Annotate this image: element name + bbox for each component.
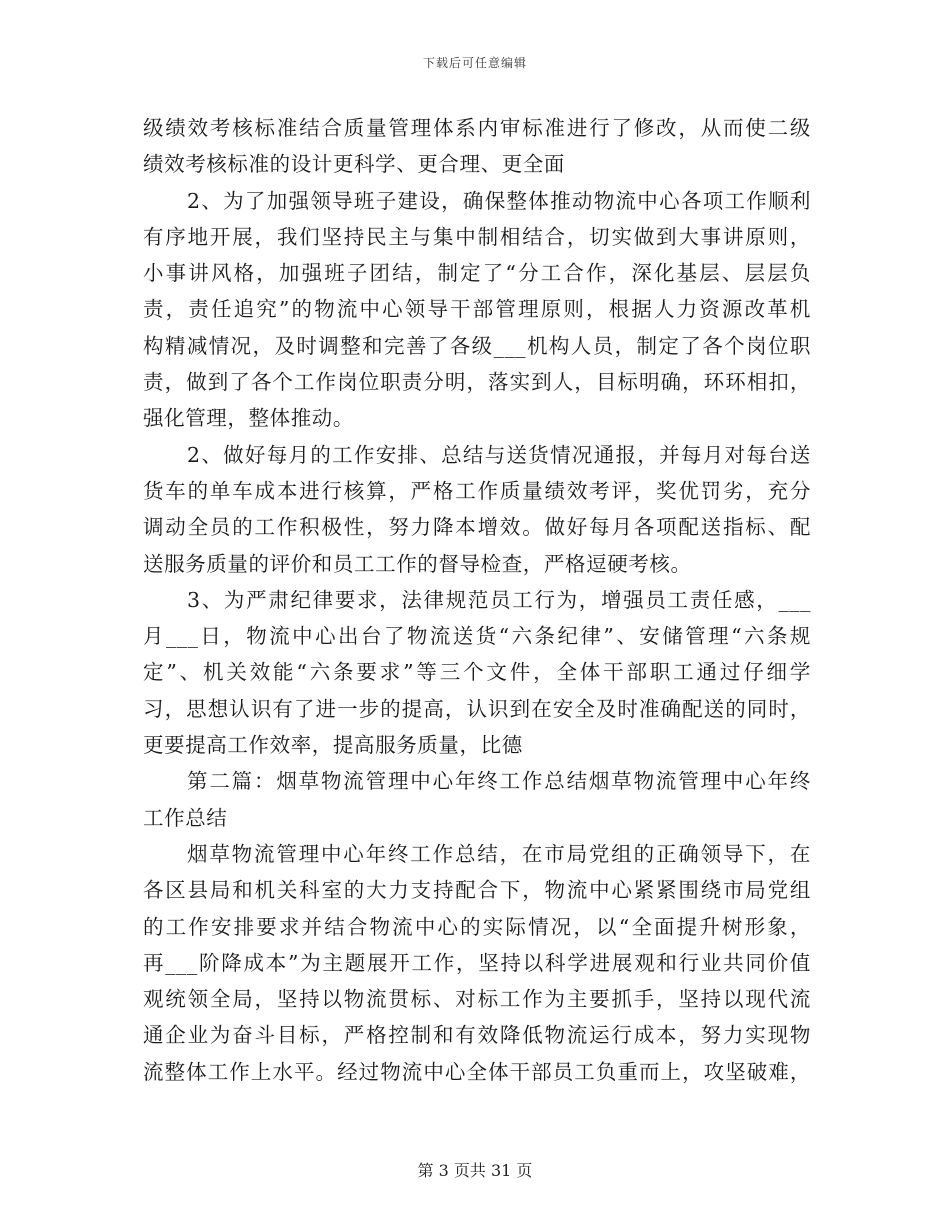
body-line: 通企业为奋斗目标，严格控制和有效降低物流运行成本，努力实现物 bbox=[143, 1023, 811, 1048]
body-line: 构精减情况，及时调整和完善了各级___机构人员，制定了各个岗位职 bbox=[143, 333, 811, 358]
body-line: 有序地开展，我们坚持民主与集中制相结合，切实做到大事讲原则， bbox=[143, 224, 811, 249]
body-line: 定”、机关效能“六条要求”等三个文件，全体干部职工通过仔细学 bbox=[143, 660, 811, 685]
body-line: 习，思想认识有了进一步的提高，认识到在安全及时准确配送的同时， bbox=[143, 696, 811, 721]
paragraph-first-line: 2、为了加强领导班子建设，确保整体推动物流中心各项工作顺利 bbox=[187, 188, 811, 213]
body-line: 责，做到了各个工作岗位职责分明，落实到人，目标明确，环环相扣， bbox=[143, 370, 811, 395]
page-number: 第 3 页共 31 页 bbox=[417, 1161, 533, 1180]
body-line: 观统领全局，坚持以物流贯标、对标工作为主要抓手，坚持以现代流 bbox=[143, 987, 811, 1012]
body-line: 更要提高工作效率，提高服务质量，比德 bbox=[143, 733, 523, 758]
section-heading-line: 第二篇：烟草物流管理中心年终工作总结烟草物流管理中心年终 bbox=[187, 769, 811, 794]
page-header-note: 下载后可任意编辑 bbox=[422, 56, 527, 70]
body-line: 货车的单车成本进行核算，严格工作质量绩效考评，奖优罚劣，充分 bbox=[143, 478, 811, 503]
body-line: 再___阶降成本”为主题展开工作，坚持以科学进展观和行业共同价值 bbox=[143, 950, 811, 975]
paragraph-first-line: 烟草物流管理中心年终工作总结，在市局党组的正确领导下，在 bbox=[187, 841, 811, 866]
paragraph-first-line: 3、为严肃纪律要求，法律规范员工行为，增强员工责任感，___ bbox=[187, 587, 811, 612]
body-line: 调动全员的工作积极性，努力降本增效。做好每月各项配送指标、配 bbox=[143, 515, 811, 540]
paragraph-first-line: 2、做好每月的工作安排、总结与送货情况通报，并每月对每台送 bbox=[187, 442, 811, 467]
body-line: 送服务质量的评价和员工工作的督导检查，严格逗硬考核。 bbox=[143, 551, 692, 576]
body-line: 流整体工作上水平。经过物流中心全体干部员工负重而上，攻坚破难， bbox=[143, 1059, 811, 1084]
document-body bbox=[143, 110, 811, 1090]
body-line: 各区县局和机关科室的大力支持配合下，物流中心紧紧围绕市局党组 bbox=[143, 878, 811, 903]
body-line: 的工作安排要求并结合物流中心的实际情况，以“全面提升树形象， bbox=[143, 914, 811, 939]
body-line: 强化管理，整体推动。 bbox=[143, 406, 354, 431]
body-line: 绩效考核标准的设计更科学、更合理、更全面 bbox=[143, 152, 565, 177]
body-line: 级绩效考核标准结合质量管理体系内审标准进行了修改，从而使二级 bbox=[143, 116, 811, 140]
section-heading-line: 工作总结 bbox=[143, 805, 228, 830]
body-line: 责，责任追究”的物流中心领导干部管理原则，根据人力资源改革机 bbox=[143, 297, 811, 322]
body-line: 月___日，物流中心出台了物流送货“六条纪律”、安储管理“六条规 bbox=[143, 624, 811, 649]
body-line: 小事讲风格，加强班子团结，制定了“分工合作，深化基层、层层负 bbox=[143, 261, 811, 286]
